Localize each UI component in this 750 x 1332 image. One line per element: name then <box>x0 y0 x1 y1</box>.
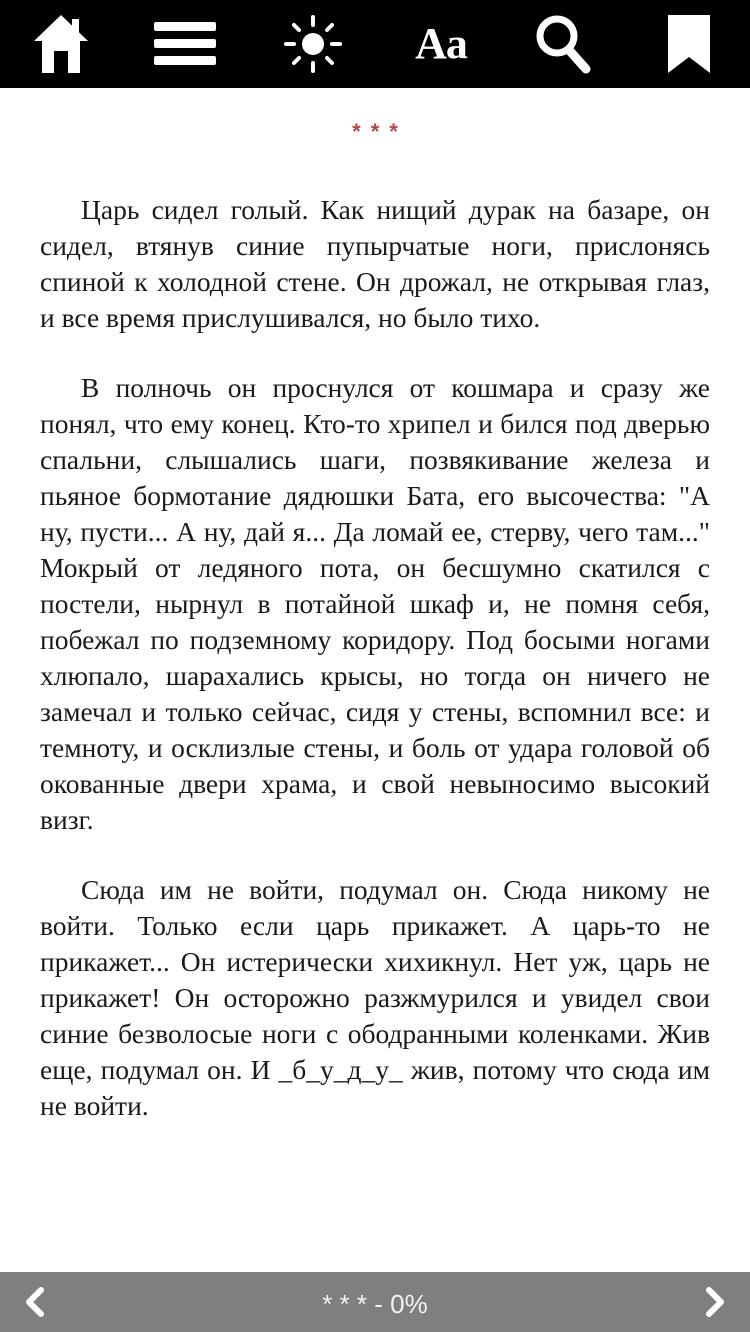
font-button[interactable] <box>386 0 496 88</box>
section-separator: *** <box>352 119 408 144</box>
brightness-button[interactable] <box>258 0 368 88</box>
chevron-right-icon <box>704 1287 726 1317</box>
progress-indicator: * * * - 0% <box>322 1289 428 1319</box>
bookmark-button[interactable] <box>634 0 744 88</box>
top-toolbar <box>0 0 750 88</box>
chevron-left-icon <box>24 1287 46 1317</box>
next-page-button[interactable] <box>680 1272 750 1332</box>
menu-button[interactable] <box>130 0 240 88</box>
book-page[interactable] <box>40 110 710 1260</box>
home-button[interactable] <box>6 0 116 88</box>
paragraph: Сюда им не войти, подумал он. Сюда никому не войти. Только если царь прикажет. А царь-то не прикажет... Он истерически хихикнул. Нет уж, царь не прикажет! Он осторожно разжмурился и увидел свои синие безволосые ноги с ободранными коленками. Жив еще, подумал он. И _б_у_д_у_ жив, потому что сюда им не войти. <box>40 874 710 1121</box>
home-icon <box>32 13 90 75</box>
paragraph: В полночь он проснулся от кошмара и сразу же понял, что ему конец. Кто-то хрипел и бился под дверью спальни, слышались шаги, позвякивание железа и пьяное бормотание дядюшки Бата, его высочества: "А ну, пусти... А ну, дай я... Да ломай ее, стерву, чего там..." Мокрый от ледяного пота, он бесшумно скатился с постели, нырнул в потайной шкаф и, не помня себя, побежал по подземному коридору. Под босыми ногами хлюпало, шарахались крысы, но тогда он ничего не замечал и только сейчас, сидя у стены, вспомнил все: и темноту, и осклизлые стены, и боль от удара головой об окованные двери храма, и свой невыносимо высокий визг. <box>40 372 710 835</box>
bookmark-icon <box>666 13 712 75</box>
font-icon: Aa <box>415 19 467 68</box>
menu-icon <box>154 22 216 66</box>
search-button[interactable] <box>508 0 618 88</box>
search-icon <box>534 13 592 75</box>
bottom-bar <box>0 1272 750 1332</box>
paragraph: Царь сидел голый. Как нищий дурак на базаре, он сидел, втянув синие пупырчатые ноги, прислонясь спиной к холодной стене. Он дрожал, не открывая глаз, и все время прислушивался, но было тихо. <box>40 194 710 333</box>
previous-page-button[interactable] <box>0 1272 70 1332</box>
brightness-icon <box>283 14 343 74</box>
